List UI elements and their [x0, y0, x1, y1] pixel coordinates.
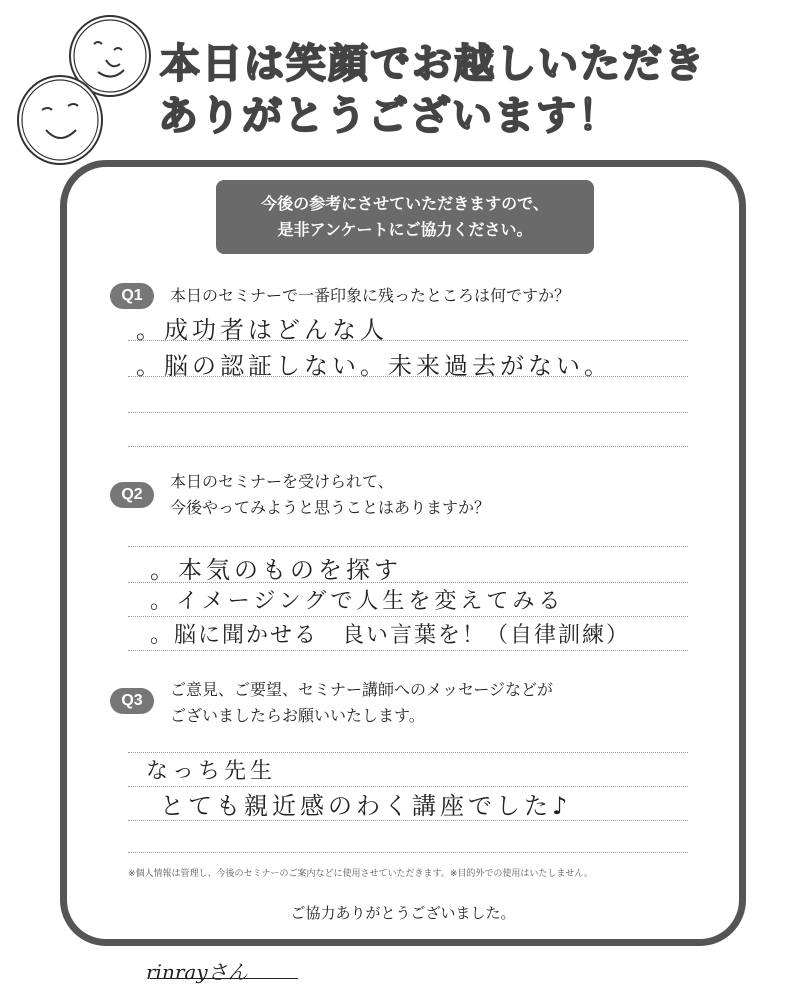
q2-answer-2: 。イメージングで人生を変えてみる [150, 589, 565, 614]
smiley-faces-icon [10, 8, 160, 168]
answer-line [128, 650, 688, 651]
page-title [160, 38, 780, 142]
title-line-2: ありがとうございます！ [158, 93, 620, 139]
q1-question: 本日のセミナーで一番印象に残ったところは何ですか？ [170, 286, 571, 305]
answer-line [128, 616, 688, 617]
q3-badge: Q3 [110, 688, 154, 714]
q3-question-line-1: ご意見、ご要望、セミナー講師へのメッセージなどが [170, 680, 554, 699]
q3-question-line-2: ございましたらお願いいたします。 [170, 706, 425, 725]
signature-underline [150, 978, 298, 979]
q3-answer-1: なっち先生 [146, 759, 277, 784]
q2-badge: Q2 [110, 482, 154, 508]
answer-line [128, 446, 688, 447]
q1-badge: Q1 [110, 283, 154, 309]
q2-answer-1: 。本気のものを探す [150, 556, 402, 584]
survey-banner [216, 180, 594, 254]
banner-line-2: 是非アンケートにご協力ください。 [277, 220, 533, 239]
q1-answer-1: 。成功者はどんな人 [136, 316, 388, 344]
thanks-message: ご協力ありがとうございました。 [290, 904, 516, 922]
privacy-note: ※個人情報は管理し、今後のセミナーのご案内などに使用させていただきます。※目的外での使用はいたしません。 [128, 869, 593, 879]
answer-line [128, 852, 688, 853]
signature: rinrayさん [146, 960, 248, 984]
answer-line [128, 412, 688, 413]
q3-answer-2: とても親近感のわく講座でした♪ [160, 792, 572, 820]
banner-line-1: 今後の参考にさせていただきますので、 [261, 194, 549, 213]
q2-answer-3: 。脳に聞かせる 良い言葉を！（自律訓練） [150, 623, 631, 648]
answer-line [128, 546, 688, 547]
title-line-1: 本日は笑顔でお越しいただき [160, 41, 706, 87]
q2-question-line-2: 今後やってみようと思うことはありますか？ [170, 498, 491, 517]
q2-question-line-1: 本日のセミナーを受けられて、 [170, 472, 394, 491]
answer-line [128, 752, 688, 753]
q1-answer-2: 。脳の認証しない。未来過去がない。 [136, 352, 612, 380]
